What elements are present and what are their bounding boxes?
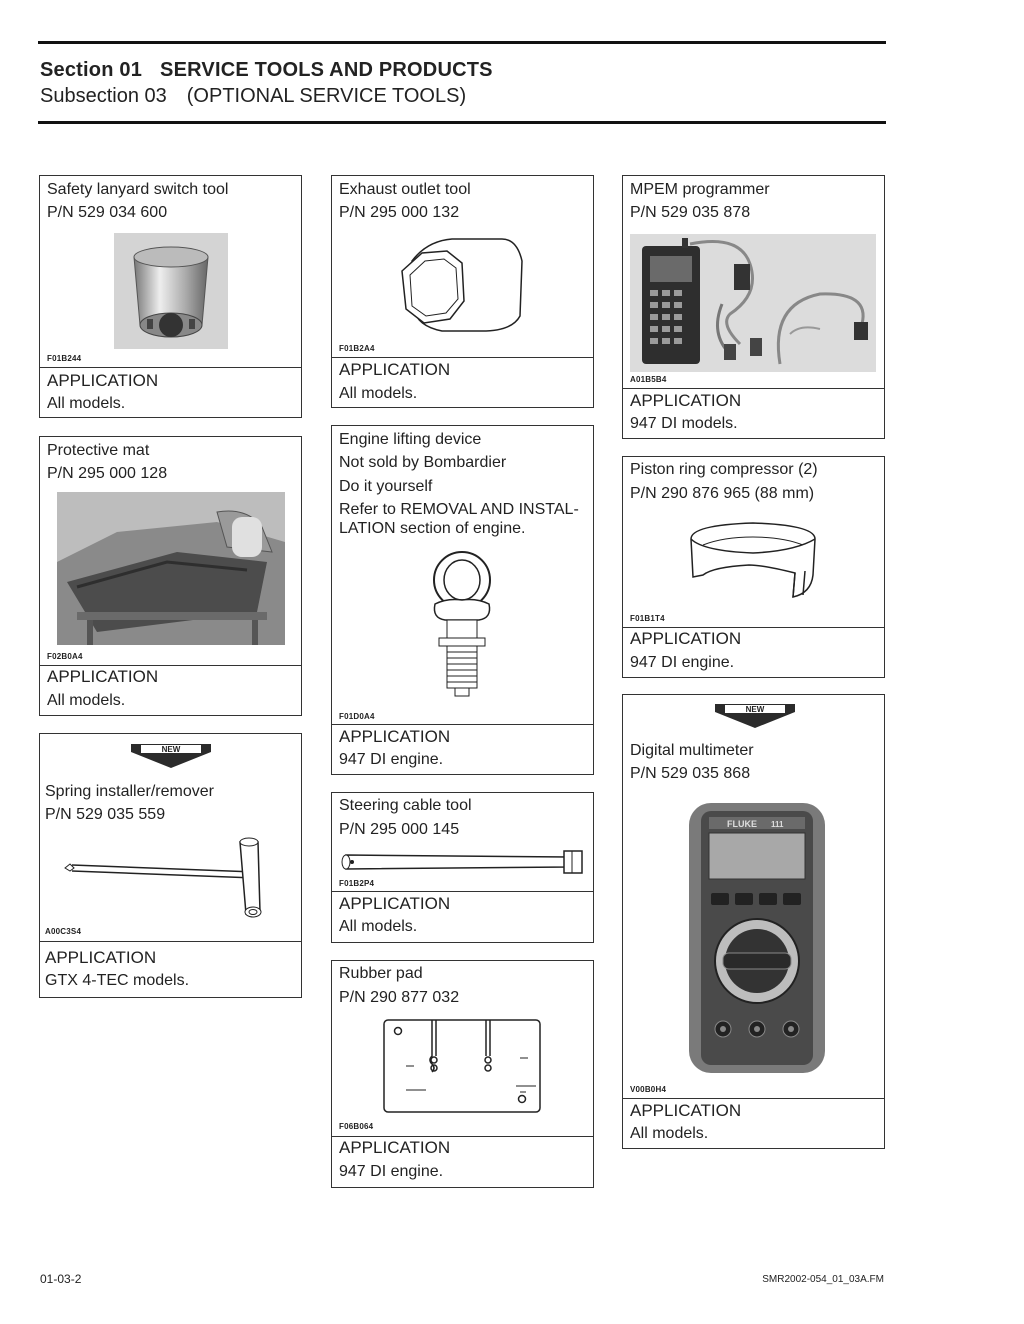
- lifting-eye-drawing: [417, 548, 507, 708]
- tool-part-number: P/N 290 877 032: [339, 989, 460, 1006]
- section-label: Section 01: [40, 59, 143, 81]
- tool-part-number: P/N 290 876 965 (88 mm): [630, 485, 815, 502]
- tool-title: MPEM programmer: [630, 181, 770, 198]
- application-value: All models.: [630, 1125, 709, 1142]
- section-heading: [40, 59, 493, 82]
- rubber-pad-drawing: [380, 1016, 544, 1116]
- divider: [332, 1136, 593, 1137]
- application-value: All models.: [339, 918, 418, 935]
- figure-code: F02B0A4: [47, 652, 83, 661]
- divider: [40, 941, 301, 942]
- tool-card-mat: [39, 436, 302, 716]
- tool-title: Spring installer/remover: [45, 783, 214, 800]
- tool-card-piston: [622, 456, 885, 678]
- application-heading: APPLICATION: [47, 667, 159, 686]
- page-number: 01-03-2: [40, 1272, 82, 1286]
- multimeter-model: 111: [771, 820, 784, 829]
- tool-note-refer-cont: LATION section of engine.: [339, 520, 526, 537]
- multimeter-brand: FLUKE: [727, 819, 757, 829]
- divider: [332, 357, 593, 358]
- tool-card-rubber: [331, 960, 594, 1188]
- figure-code: F01B1T4: [630, 614, 665, 623]
- application-value: GTX 4-TEC models.: [45, 972, 190, 989]
- divider: [623, 627, 884, 628]
- tool-title: Steering cable tool: [339, 797, 472, 814]
- figure-code: A00C3S4: [45, 927, 82, 936]
- application-heading: APPLICATION: [339, 360, 451, 379]
- tool-card-multimeter: [622, 694, 885, 1149]
- figure-code: F01D0A4: [339, 712, 375, 721]
- application-heading: APPLICATION: [45, 948, 157, 967]
- new-badge-text: NEW: [161, 745, 181, 754]
- tool-part-number: P/N 295 000 145: [339, 821, 460, 838]
- tool-card-mpem: [622, 175, 885, 439]
- divider: [623, 388, 884, 389]
- new-badge: [713, 702, 797, 730]
- application-value: 947 DI engine.: [630, 654, 735, 671]
- tool-title: Safety lanyard switch tool: [47, 181, 229, 198]
- spring-tool-drawing: [60, 834, 282, 929]
- subsection-label: Subsection 03: [40, 85, 167, 107]
- new-badge: [129, 742, 213, 770]
- application-value: All models.: [47, 692, 126, 709]
- section-title: SERVICE TOOLS AND PRODUCTS: [160, 59, 493, 81]
- divider: [332, 724, 593, 725]
- tool-part-number: P/N 295 000 128: [47, 465, 168, 482]
- application-heading: APPLICATION: [630, 391, 742, 410]
- tool-card-lanyard: [39, 175, 302, 418]
- tool-title: Piston ring compressor (2): [630, 461, 818, 478]
- file-name: SMR2002-054_01_03A.FM: [762, 1274, 884, 1285]
- figure-code: F06B064: [339, 1122, 374, 1131]
- application-value: 947 DI models.: [630, 415, 738, 432]
- application-value: All models.: [339, 385, 418, 402]
- new-badge-text: NEW: [745, 705, 765, 714]
- divider: [623, 1098, 884, 1099]
- application-heading: APPLICATION: [339, 1138, 451, 1157]
- application-heading: APPLICATION: [630, 629, 742, 648]
- application-value: 947 DI engine.: [339, 1163, 444, 1180]
- protective-mat-photo: [57, 492, 285, 645]
- lanyard-tool-photo: [114, 233, 228, 349]
- tool-note-diy: Do it yourself: [339, 478, 433, 495]
- tool-card-steering: [331, 792, 594, 943]
- figure-code: F01B2P4: [339, 879, 375, 888]
- application-heading: APPLICATION: [47, 371, 159, 390]
- tool-part-number: P/N 529 034 600: [47, 204, 168, 221]
- tool-part-number: P/N 295 000 132: [339, 204, 460, 221]
- header-bottom-rule: [38, 121, 886, 124]
- exhaust-tool-drawing: [392, 231, 532, 341]
- figure-code: F01B2A4: [339, 344, 375, 353]
- multimeter-photo: [687, 801, 827, 1075]
- figure-code: A01B5B4: [630, 375, 667, 384]
- application-value: 947 DI engine.: [339, 751, 444, 768]
- tool-title: Digital multimeter: [630, 742, 754, 759]
- figure-code: F01B244: [47, 354, 82, 363]
- tool-title: Protective mat: [47, 442, 150, 459]
- mpem-programmer-photo: [630, 234, 876, 372]
- tool-card-exhaust: [331, 175, 594, 408]
- tool-note-not-sold: Not sold by Bombardier: [339, 454, 507, 471]
- application-heading: APPLICATION: [339, 727, 451, 746]
- piston-ring-compressor-drawing: [683, 515, 823, 603]
- tool-note-refer: Refer to REMOVAL AND INSTAL-: [339, 501, 579, 518]
- subsection-heading: [40, 85, 466, 108]
- application-value: All models.: [47, 395, 126, 412]
- tool-part-number: P/N 529 035 868: [630, 765, 751, 782]
- top-rule: [38, 41, 886, 44]
- application-heading: APPLICATION: [339, 894, 451, 913]
- tool-title: Engine lifting device: [339, 431, 482, 448]
- tool-title: Exhaust outlet tool: [339, 181, 471, 198]
- divider: [332, 891, 593, 892]
- steering-tool-drawing: [340, 845, 588, 877]
- tool-card-spring: [39, 733, 302, 998]
- tool-part-number: P/N 529 035 559: [45, 806, 166, 823]
- tool-part-number: P/N 529 035 878: [630, 204, 751, 221]
- subsection-title: (OPTIONAL SERVICE TOOLS): [186, 85, 467, 107]
- figure-code: V00B0H4: [630, 1085, 667, 1094]
- divider: [40, 367, 301, 368]
- tool-title: Rubber pad: [339, 965, 423, 982]
- divider: [40, 665, 301, 666]
- application-heading: APPLICATION: [630, 1101, 742, 1120]
- tool-card-lifting: [331, 425, 594, 775]
